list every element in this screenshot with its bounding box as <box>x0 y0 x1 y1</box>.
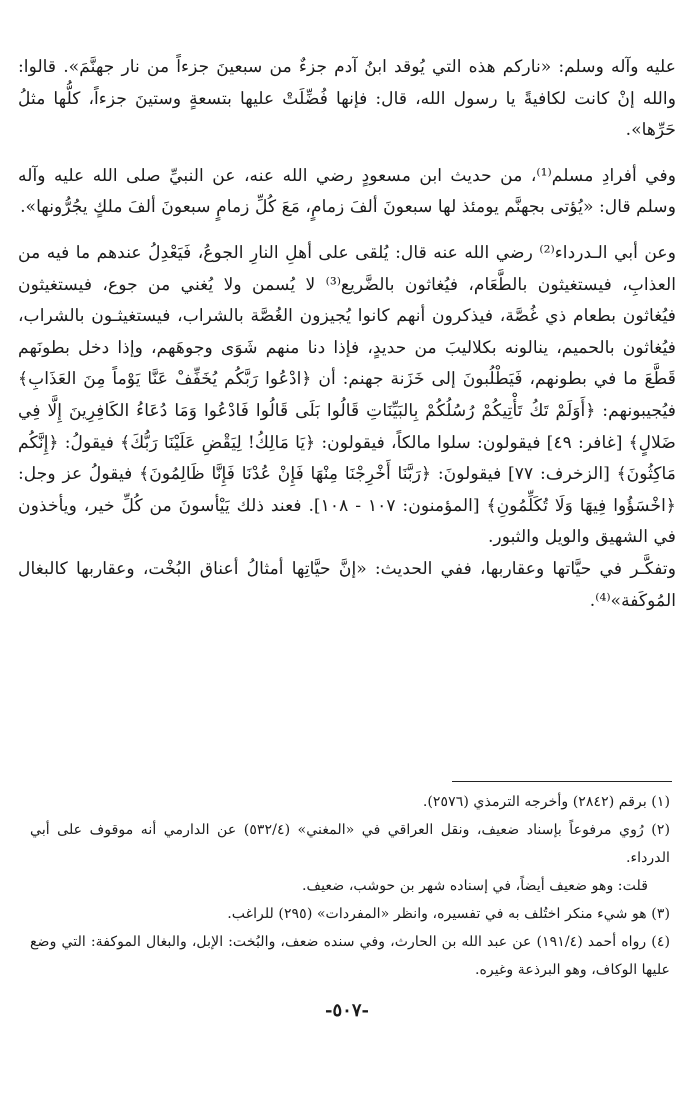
footnote-3: (٣) هو شيء منكر اختُلف به في تفسيره، وانظر «المفردات» (٢٩٥) للراغب. <box>227 906 670 922</box>
paragraph-snakes-scorpions: وتفكَّـر في حيَّاتها وعقاربها، ففي الحديث: «إنَّ حيَّاتِها أمثالُ أعناق البُخْت، وعقاربها كالبغال المُوكَفة»⁽⁴⁾. <box>18 558 676 611</box>
footnotes <box>30 788 670 984</box>
paragraph-hadith-fire: عليه وآله وسلم: «ناركم هذه التي يُوقد ابنُ آدم جزءٌ من سبعينَ جزءاً من نار جهنَّمَ». قالوا: والله إنْ كانت لكافيةً يا رسول الله، قال: فإنها فُضِّلَتْ عليها بتسعةٍ وستينَ جزءاً، كلُّها مثلُ حَرِّها». <box>18 57 676 141</box>
footnote-2: (٢) رُوي مرفوعاً بإسناد ضعيف، ونقل العراقي في «المغني» (٥٣٢/٤) عن الدارمي أنه موقوف على أبي الدرداء. <box>30 822 670 866</box>
paragraph-abu-darda: وعن أبي الـدرداء⁽²⁾ رضي الله عنه قال: يُلقى على أهلِ النارِ الجوعُ، فَيَعْدِلُ عندهم ما فيه من العذابِ، فيستغيثون بالطَّعَام، فيُغاثون بالضَّريع⁽³⁾ لا يُسمن ولا يُغني من جوع، فيستغيثون فيُغاثون بطعام ذي غُصَّة، فيذكرون أنهم كانوا يُجيزون الغُصَّة بالشراب، فيستغيثـون بالشراب، فيُغاثون بالحميم، ينالونه بكلاليبَ من حديدٍ، فإذا دنا منهم شَوَى وجوهَهم، وإذا دخل بطونَهم قَطَّعَ ما في بطونهم، فَيَطْلُبونَ إلى خَزَنة جهنم: أن ﴿ادْعُوا رَبَّكُم يُخَفِّفْ عَنَّا يَوْماً مِنَ العَذَابِ﴾ فيُجيبونهم: ﴿أَوَلَمْ تَكُ تَأْتِيكُمْ رُسُلُكُمْ بِالبَيِّنَاتِ قَالُوا بَلَى قَالُوا فَادْعُوا وَمَا دُعَاءُ الكَافِرِينَ إِلَّا فِي ضَلالٍ﴾ [غافر: ٤٩] فيقولون: سلوا مالكاً، فيقولون: ﴿يَا مَالِكُ! لِيَقْضِ عَلَيْنَا رَبُّكَ﴾ فيقولُ: ﴿إِنَّكُم مَاكِثُونَ﴾ [الزخرف: ٧٧] فيقولونَ: ﴿رَبَّنَا أَخْرِجْنَا مِنْهَا فَإِنْ عُدْنَا فَإِنَّا ظَالِمُونَ﴾ فيقولُ عز وجل: ﴿اخْسَؤُوا فِيهَا وَلَا تُكَلِّمُونِ﴾ [المؤمنون: ١٠٧ - ١٠٨]. فعند ذلك يَيْأسونَ من كُلِّ خير، ويأخذون في الشهيق والويل والثبور. <box>18 242 677 548</box>
footnote-divider <box>452 781 672 782</box>
footnote-1: (١) برقم (٢٨٤٢) وأخرجه الترمذي (٢٥٧٦). <box>422 794 670 810</box>
paragraph-hadith-muslim: وفي أفرادِ مسلم⁽¹⁾، من حديث ابن مسعودٍ رضي الله عنه، عن النبيِّ صلى الله عليه وآله وسلم قال: «يُؤتى بجهنَّم يومئذ لها سبعونَ ألفَ زمامٍ، مَعَ كُلِّ زمامٍ سبعونَ ألفَ ملكٍ يجُرُّونها». <box>18 165 677 218</box>
page-number: -٥٠٧- <box>325 1000 369 1021</box>
footnote-4: (٤) رواه أحمد (١٩١/٤) عن عبد الله بن الحارث، وفي سنده ضعف، والبُخت: الإبل، والبغال الموكفة: التي وضع عليها الوكاف، وهو البرذعة وغيره. <box>30 934 670 978</box>
footnote-2-note: قلت: وهو ضعيف أيضاً، في إسناده شهر بن حوشب، ضعيف. <box>301 878 648 894</box>
main-text <box>18 52 676 617</box>
